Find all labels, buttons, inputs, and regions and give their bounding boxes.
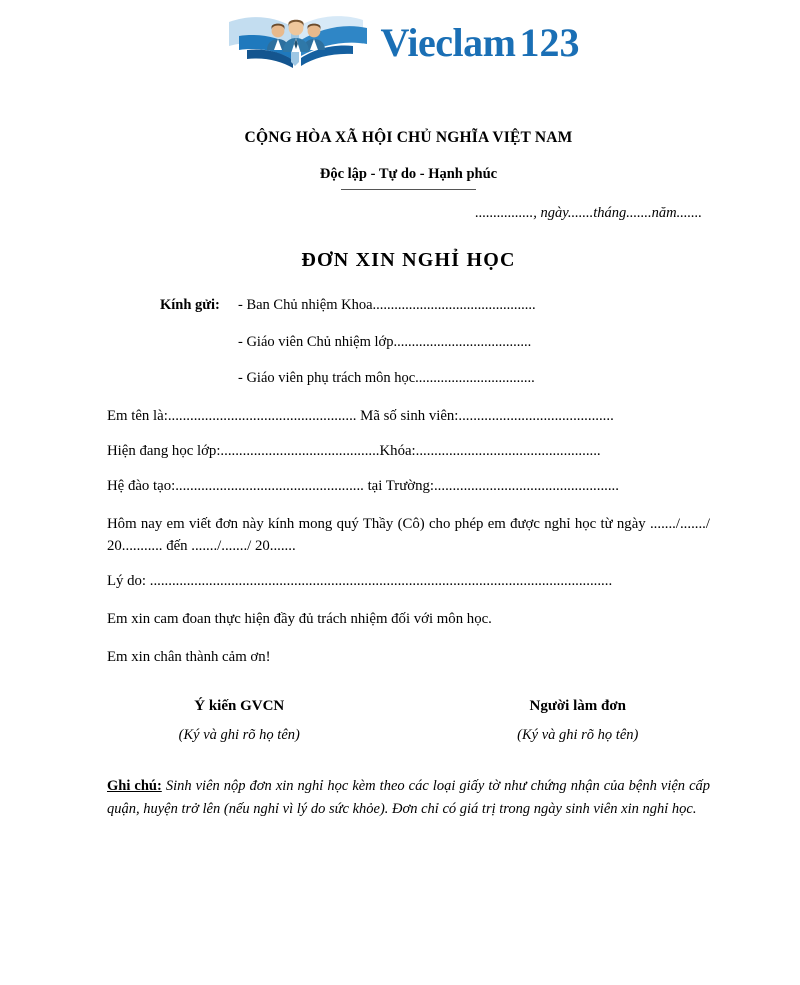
signature-subtitle-applicant: (Ký và ghi rõ họ tên): [517, 727, 639, 743]
open-book-people-logo-icon: [221, 6, 371, 80]
note-block: [107, 775, 710, 822]
brand-wordmark-text: Vieclam: [380, 20, 516, 65]
date-place-line: ................, ngày.......tháng.......năm.......: [475, 205, 702, 221]
recipient-item-homeroom-teacher: - Giáo viên Chủ nhiệm lớp......................................: [238, 333, 532, 350]
field-line-class-and-course: Hiện đang học lớp:...........................................Khóa:..................................................: [107, 443, 601, 460]
recipient-row: [160, 332, 710, 354]
site-logo-header: [0, 0, 800, 86]
request-body-paragraph: Hôm nay em viết đơn này kính mong quý Thầy (Cô) cho phép em được nghỉ học từ ngày ......./......./ 20........... đến ......./......./ 20.......: [107, 515, 710, 554]
recipient-row: [160, 295, 710, 317]
page-title: ĐƠN XIN NGHỈ HỌC: [301, 248, 516, 271]
recipient-row: [160, 368, 710, 390]
signature-subtitle-gvcn: (Ký và ghi rõ họ tên): [178, 727, 300, 743]
recipient-item-subject-teacher: - Giáo viên phụ trách môn học.................................: [238, 370, 535, 387]
recipients-label-spacer: [160, 332, 238, 354]
national-motto: Độc lập - Tự do - Hạnh phúc: [320, 164, 497, 190]
recipients-block: [107, 295, 710, 390]
recipients-label-spacer: [160, 368, 238, 390]
field-line-program-and-school: Hệ đào tạo:................................................... tại Trường:..................................................: [107, 478, 619, 495]
signature-block: [107, 695, 710, 747]
field-line-reason: Lý do: .............................................................................................................................: [107, 572, 613, 589]
document-page: [0, 126, 800, 822]
signature-title-applicant: Người làm đơn: [529, 697, 626, 714]
brand-wordmark-number: 123: [519, 20, 580, 65]
signature-column-gvcn: [107, 695, 412, 747]
thanks-statement: Em xin chân thành cảm ơn!: [107, 649, 271, 666]
national-title: CỘNG HÒA XÃ HỘI CHỦ NGHĨA VIỆT NAM: [244, 129, 573, 146]
note-label: Ghi chú:: [107, 777, 162, 794]
brand-wordmark: [380, 20, 580, 65]
recipient-item-faculty-board: - Ban Chủ nhiệm Khoa.............................................: [238, 296, 536, 313]
signature-column-applicant: [412, 695, 711, 747]
motto-wrapper: [107, 163, 710, 190]
recipients-label: Kính gửi:: [160, 296, 220, 313]
field-line-name-and-student-id: Em tên là:................................................... Mã số sinh viên:..........................................: [107, 408, 614, 424]
commitment-statement: Em xin cam đoan thực hiện đầy đủ trách nhiệm đối với môn học.: [107, 611, 492, 628]
signature-title-gvcn: Ý kiến GVCN: [194, 697, 285, 714]
note-text: Sinh viên nộp đơn xin nghỉ học kèm theo các loại giấy tờ như chứng nhận của bệnh viện cấp quận, huyện trở lên (nếu nghỉ vì lý do sức khỏe). Đơn chỉ có giá trị trong ngày sinh viên xin nghỉ học.: [107, 777, 711, 818]
